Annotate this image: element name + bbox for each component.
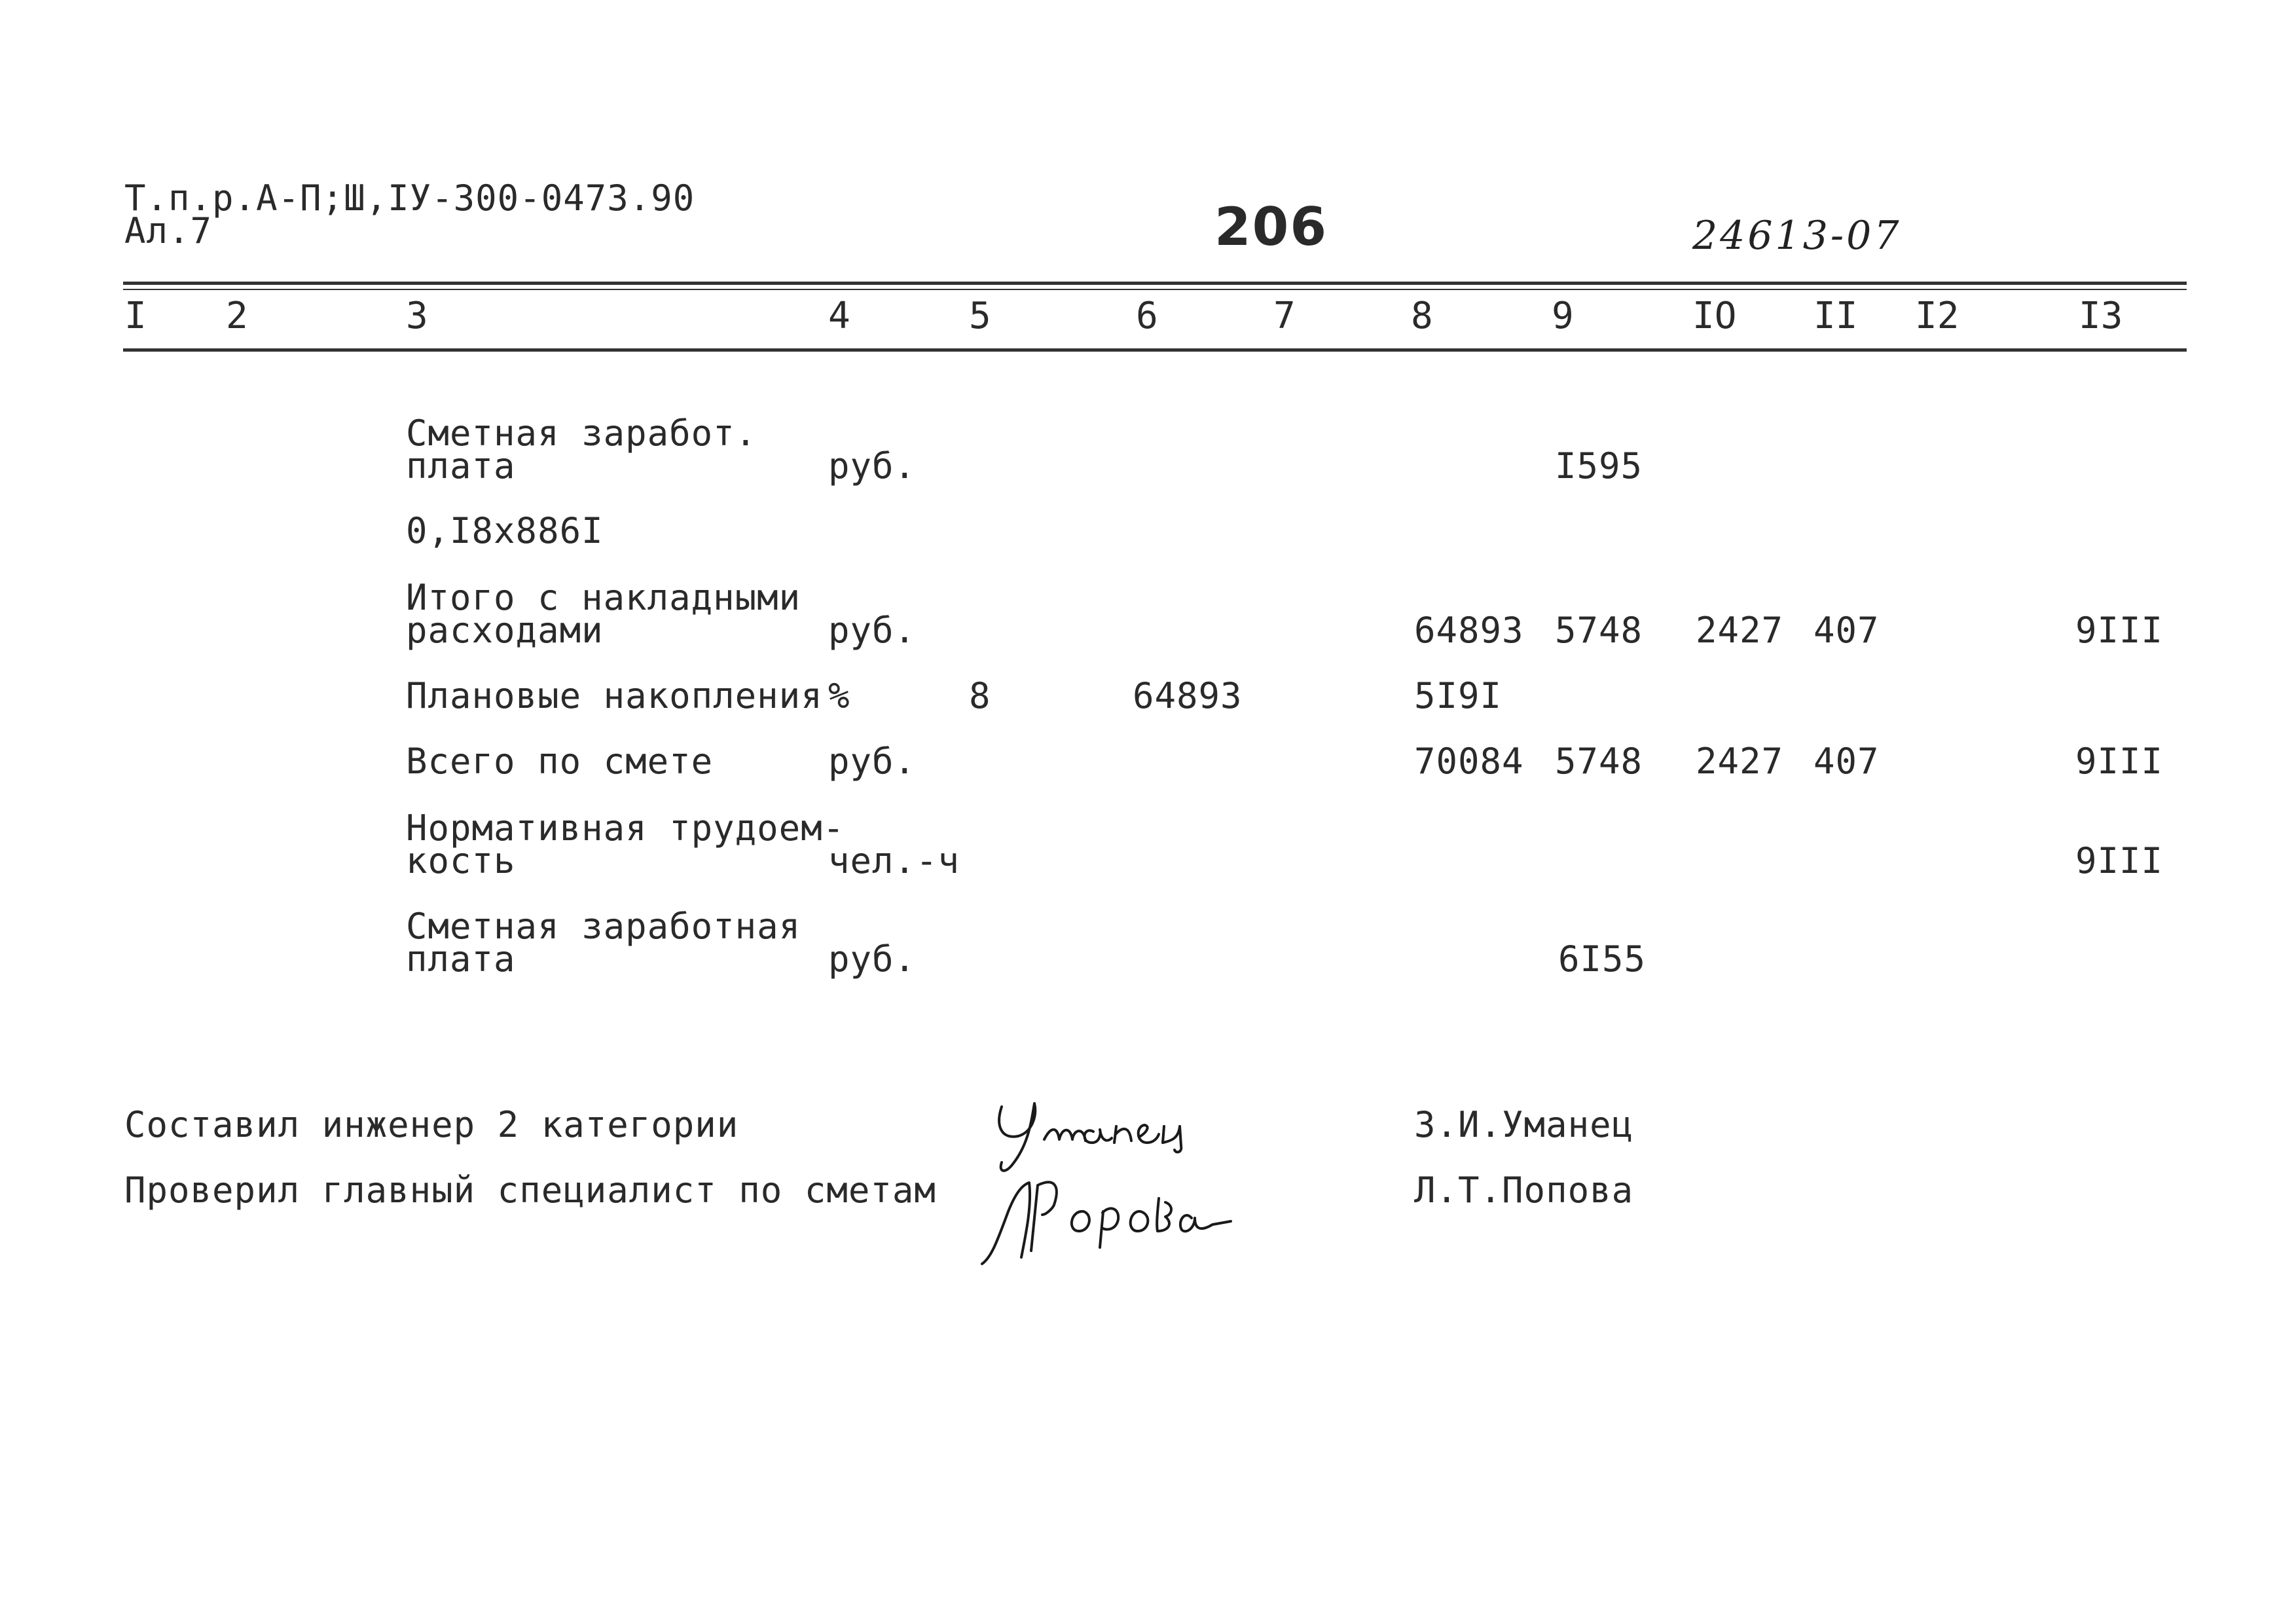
column-header: 6 (1136, 295, 1158, 337)
column-header: 7 (1273, 295, 1296, 337)
column-header: 3 (406, 295, 428, 337)
cell-col8: 5I9I (1414, 675, 1503, 716)
row-unit: чел.-ч (828, 840, 960, 881)
row-label: расходами (406, 610, 604, 651)
cell-col9: 5748 (1555, 741, 1643, 782)
checked-by-name: Л.Т.Попова (1414, 1170, 1634, 1211)
cell-col13: 9III (2075, 741, 2164, 782)
cell-col9: I595 (1555, 445, 1643, 487)
row-label: кость (406, 840, 516, 881)
column-header: IO (1692, 295, 1737, 337)
cell-col13: 9III (2075, 840, 2164, 881)
column-header: I3 (2079, 295, 2123, 337)
cell-col8: 64893 (1414, 610, 1524, 651)
cell-col9: 5748 (1555, 610, 1643, 651)
compiled-by-label: Составил инженер 2 категории (124, 1104, 739, 1145)
checked-by-label: Проверил главный специалист по сметам (124, 1170, 936, 1211)
cell-col10: 2427 (1696, 741, 1784, 782)
row-unit: руб. (828, 610, 917, 651)
column-header: I (124, 295, 147, 337)
row-label: Плановые накопления (406, 675, 823, 716)
album-number: Ал.7 (124, 210, 213, 251)
header-top-rule (123, 282, 2187, 285)
header-bottom-rule (123, 348, 2187, 352)
cell-col10: 2427 (1696, 610, 1784, 651)
row-unit: руб. (828, 741, 917, 782)
column-header: 4 (828, 295, 850, 337)
row-label: плата (406, 938, 516, 980)
cell-col13: 9III (2075, 610, 2164, 651)
column-header: 5 (969, 295, 991, 337)
row-label: Сметная заработ. (406, 413, 757, 454)
column-header: II (1813, 295, 1858, 337)
handwritten-signature-popova (969, 1159, 1257, 1290)
row-label: Всего по смете (406, 741, 714, 782)
row-unit: % (828, 675, 850, 716)
header-top-rule-thin (123, 289, 2187, 290)
column-header: I2 (1915, 295, 1959, 337)
row-unit: руб. (828, 445, 917, 487)
inventory-number: 24613-07 (1692, 213, 1902, 259)
column-header: 2 (226, 295, 248, 337)
column-header: 9 (1552, 295, 1574, 337)
row-unit: руб. (828, 938, 917, 980)
column-header: 8 (1411, 295, 1433, 337)
row-formula: 0,I8x886I (406, 510, 604, 551)
row-label: Нормативная трудоем- (406, 807, 845, 849)
row-label: плата (406, 445, 516, 487)
row-label: Сметная заработная (406, 906, 801, 947)
cell-col11: 407 (1813, 741, 1880, 782)
cell-col9: 6I55 (1558, 938, 1647, 980)
cell-col6: 64893 (1133, 675, 1243, 716)
compiled-by-name: З.И.Уманец (1414, 1104, 1634, 1145)
document-code: Т.п.р.А-П;Ш,IУ-300-0473.90 (124, 177, 695, 219)
row-label: Итого с накладными (406, 577, 801, 618)
cell-col8: 70084 (1414, 741, 1524, 782)
page-number: 206 (1214, 196, 1328, 257)
cell-col11: 407 (1813, 610, 1880, 651)
cell-col5: 8 (969, 675, 991, 716)
